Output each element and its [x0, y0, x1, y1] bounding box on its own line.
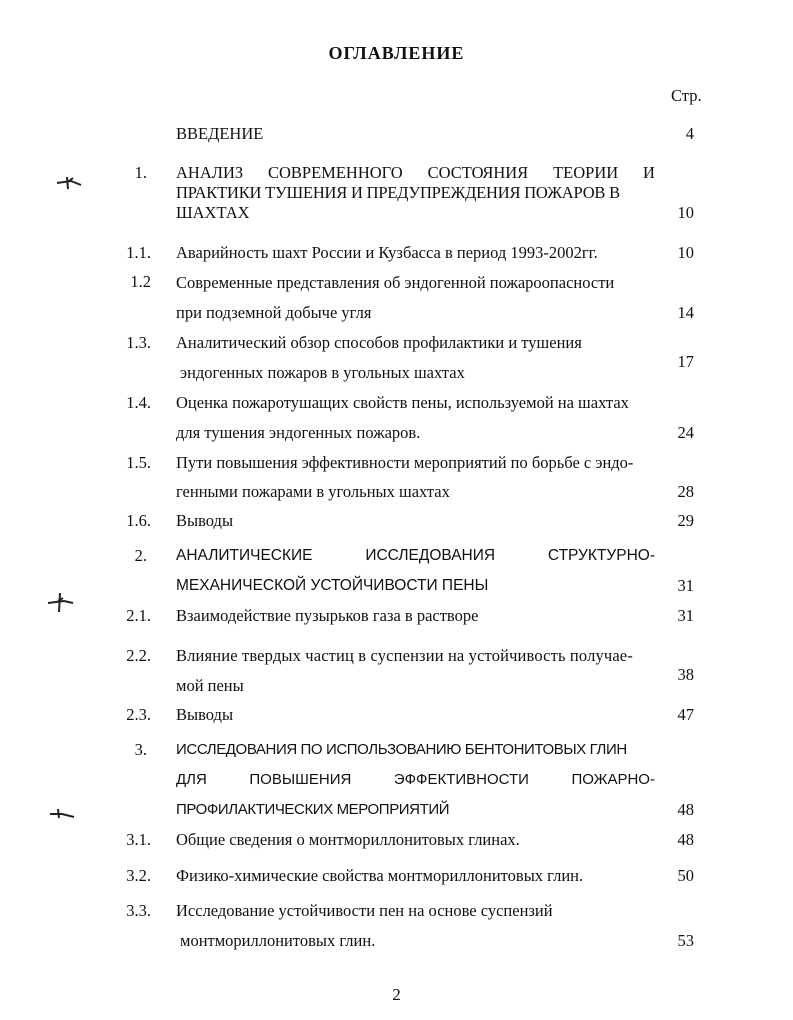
- toc-entry-1-1-number: 1.1.: [126, 243, 151, 262]
- toc-entry-1-line-1: [176, 163, 655, 183]
- toc-entry-2-page: 31: [677, 576, 694, 595]
- toc-entry-3-2-page: 50: [677, 866, 694, 885]
- toc-entry-1-page: 10: [677, 203, 694, 222]
- toc-entry-2-1-title: Взаимодействие пузырьков газа в растворе: [176, 606, 479, 625]
- toc-entry-3-1-page: 48: [677, 830, 694, 849]
- toc-entry-3-number: 3.: [134, 740, 147, 759]
- toc-entry-2-line-1: [176, 546, 655, 566]
- word: ПОВЫШЕНИЯ: [249, 771, 352, 788]
- toc-entry-2-number: 2.: [134, 546, 147, 565]
- word: АНАЛИТИЧЕСКИЕ: [176, 547, 313, 564]
- toc-entry-1-line-3: ШАХТАХ: [176, 203, 250, 222]
- scan-speck: [48, 805, 78, 823]
- toc-entry-1-1-page: 10: [677, 243, 694, 262]
- toc-entry-3-2-number: 3.2.: [126, 866, 151, 885]
- toc-entry-2-2-page: 38: [677, 665, 694, 684]
- toc-entry-1-2-number: 1.2: [130, 272, 151, 291]
- word: ДЛЯ: [176, 771, 207, 788]
- toc-entry-intro-title: ВВЕДЕНИЕ: [176, 124, 264, 143]
- page-number: 2: [392, 985, 401, 1004]
- toc-entry-3-1-number: 3.1.: [126, 830, 151, 849]
- toc-entry-1-4-line-1: Оценка пожаротушащих свойств пены, используемой на шахтах: [176, 393, 629, 412]
- word: АНАЛИЗ: [176, 163, 244, 182]
- scan-speck: [46, 590, 76, 616]
- toc-entry-1-5-number: 1.5.: [126, 453, 151, 472]
- toc-entry-3-line-2: [176, 770, 655, 790]
- toc-entry-2-3-page: 47: [677, 705, 694, 724]
- toc-entry-3-3-number: 3.3.: [126, 901, 151, 920]
- toc-entry-1-4-page: 24: [677, 423, 694, 442]
- toc-entry-1-5-line-1: Пути повышения эффективности мероприятий по борьбе с эндо-: [176, 453, 634, 472]
- toc-entry-3-3-line-2: монтмориллонитовых глин.: [180, 931, 376, 950]
- toc-entry-3-2-title: Физико-химические свойства монтмориллонитовых глин.: [176, 866, 584, 885]
- word: СТРУКТУРНО-: [547, 547, 655, 564]
- toc-entry-3-line-3: ПРОФИЛАКТИЧЕСКИХ МЕРОПРИЯТИЙ: [176, 801, 450, 818]
- toc-entry-1-2-page: 14: [677, 303, 694, 322]
- toc-entry-intro-page: 4: [685, 124, 694, 143]
- toc-entry-3-3-page: 53: [677, 931, 694, 950]
- toc-entry-1-6-title: Выводы: [176, 511, 234, 530]
- toc-entry-1-3-line-1: Аналитический обзор способов профилактики и тушения: [176, 333, 582, 352]
- word: ПОЖАРНО-: [571, 771, 655, 788]
- toc-entry-1-5-page: 28: [677, 482, 694, 501]
- toc-entry-2-2-line-1: Влияние твердых частиц в суспензии на устойчивость получае-: [176, 646, 633, 665]
- toc-entry-3-1-title: Общие сведения о монтмориллонитовых глинах.: [176, 830, 520, 849]
- page-title: ОГЛАВЛЕНИЕ: [328, 43, 465, 63]
- word: ТЕОРИИ: [553, 163, 619, 182]
- toc-entry-2-1-number: 2.1.: [126, 606, 151, 625]
- toc-entry-2-3-number: 2.3.: [126, 705, 151, 724]
- word: И: [643, 163, 655, 182]
- page-column-header: Стр.: [671, 86, 702, 105]
- word: ЭФФЕКТИВНОСТИ: [393, 771, 529, 788]
- toc-entry-1-3-page: 17: [677, 352, 694, 371]
- toc-entry-1-3-line-2: эндогенных пожаров в угольных шахтах: [180, 363, 465, 382]
- toc-entry-2-2-number: 2.2.: [126, 646, 151, 665]
- toc-entry-2-line-2: МЕХАНИЧЕСКОЙ УСТОЙЧИВОСТИ ПЕНЫ: [176, 577, 489, 594]
- toc-entry-3-line-1: ИССЛЕДОВАНИЯ ПО ИСПОЛЬЗОВАНИЮ БЕНТОНИТОВЫХ ГЛИН: [176, 741, 627, 758]
- scan-speck: [55, 172, 85, 194]
- toc-entry-2-3-title: Выводы: [176, 705, 234, 724]
- toc-entry-1-number: 1.: [134, 163, 147, 182]
- toc-entry-2-2-line-2: мой пены: [176, 676, 244, 695]
- toc-entry-1-2-line-1: Современные представления об эндогенной пожароопасности: [176, 273, 615, 292]
- word: СОСТОЯНИЯ: [427, 163, 529, 182]
- toc-entry-1-4-line-2: для тушения эндогенных пожаров.: [176, 423, 421, 442]
- toc-entry-1-line-2: ПРАКТИКИ ТУШЕНИЯ И ПРЕДУПРЕЖДЕНИЯ ПОЖАРОВ В: [176, 183, 620, 202]
- toc-entry-3-3-line-1: Исследование устойчивости пен на основе суспензий: [176, 901, 553, 920]
- word: ИССЛЕДОВАНИЯ: [365, 547, 496, 564]
- word: СОВРЕМЕННОГО: [268, 163, 403, 182]
- toc-entry-1-5-line-2: генными пожарами в угольных шахтах: [176, 482, 450, 501]
- toc-entry-1-4-number: 1.4.: [126, 393, 151, 412]
- toc-entry-1-1-title: Аварийность шахт России и Кузбасса в период 1993-2002гг.: [176, 243, 598, 262]
- toc-entry-2-1-page: 31: [677, 606, 694, 625]
- toc-entry-1-3-number: 1.3.: [126, 333, 151, 352]
- toc-entry-1-6-number: 1.6.: [126, 511, 151, 530]
- toc-entry-1-2-line-2: при подземной добыче угля: [176, 303, 372, 322]
- toc-entry-3-page: 48: [677, 800, 694, 819]
- toc-entry-1-6-page: 29: [677, 511, 694, 530]
